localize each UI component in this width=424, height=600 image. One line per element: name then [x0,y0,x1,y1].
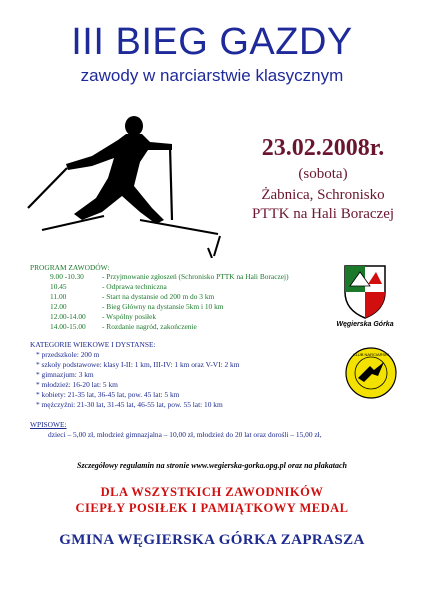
program-desc: - Przyjmowanie zgłoszeń (Schronisko PTTK na Hali Boraczej) [102,272,289,281]
fees-heading: WPISOWE: [30,420,67,429]
poster-title: III BIEG GAZDY [71,21,353,63]
category-item: * przedszkole: 200 m [36,350,100,359]
program-desc: - Odprawa techniczna [102,282,167,291]
program-heading: PROGRAM ZAWODÓW: [30,263,110,272]
program-desc: - Rozdanie nagród, zakończenie [102,322,197,331]
category-item: * mężczyźni: 21-30 lat, 31-45 lat, 46-55 lat, pow. 55 lat: 10 km [36,400,223,409]
program-time: 12.00-14.00 [50,312,86,321]
program-time: 10.45 [50,282,67,291]
category-item: * gimnazjum: 3 km [36,370,94,379]
category-item: * kobiety: 21-35 lat, 36-45 lat, pow. 45 lat: 5 km [36,390,180,399]
event-place-line2: PTTK na Hali Boraczej [251,206,395,222]
program-time: 12.00 [50,302,67,311]
club-logo-text: KLUB NARCIARSKI [352,352,390,357]
program-time: 14.00-15.00 [50,322,86,331]
program-desc: - Start na dystansie od 200 m do 3 km [102,292,215,301]
event-day: (sobota) [298,166,348,182]
highlight-line1: DLA WSZYSTKICH ZAWODNIKÓW [100,485,324,499]
program-desc: - Bieg Główny na dystansie 5km i 10 km [102,302,224,311]
crest-caption: Węgierska Górka [336,321,394,328]
event-date: 23.02.2008r. [261,135,385,161]
poster-subtitle: zawody w narciarstwie klasycznym [80,66,344,85]
ski-club-logo-icon [344,346,398,400]
highlight-line2: CIEPŁY POSIŁEK I PAMIĄTKOWY MEDAL [75,501,349,515]
program-desc: - Wspólny posiłek [102,312,157,321]
category-item: * szkoły podstawowe: klasy I-II: 1 km, III-IV: 1 km oraz V-VI: 2 km [36,360,240,369]
event-place-line1: Żabnica, Schronisko [261,187,385,203]
category-item: * młodzież: 16-20 lat: 5 km [36,380,118,389]
regulations-note: Szczegółowy regulamin na stronie www.wegierska-gorka.opg.pl oraz na plakatach [77,461,347,470]
program-time: 9.00 -10.30 [50,272,84,281]
fees-text: dzieci – 5,00 zł, młodzież gimnazjalna – 10,00 zł, młodzież do 20 lat oraz dorośli – 15,00 zł, [48,430,322,439]
program-time: 11.00 [50,292,67,301]
categories-heading: KATEGORIE WIEKOWE I DYSTANSE: [30,340,156,349]
invitation-line: GMINA WĘGIERSKA GÓRKA ZAPRASZA [59,532,365,548]
